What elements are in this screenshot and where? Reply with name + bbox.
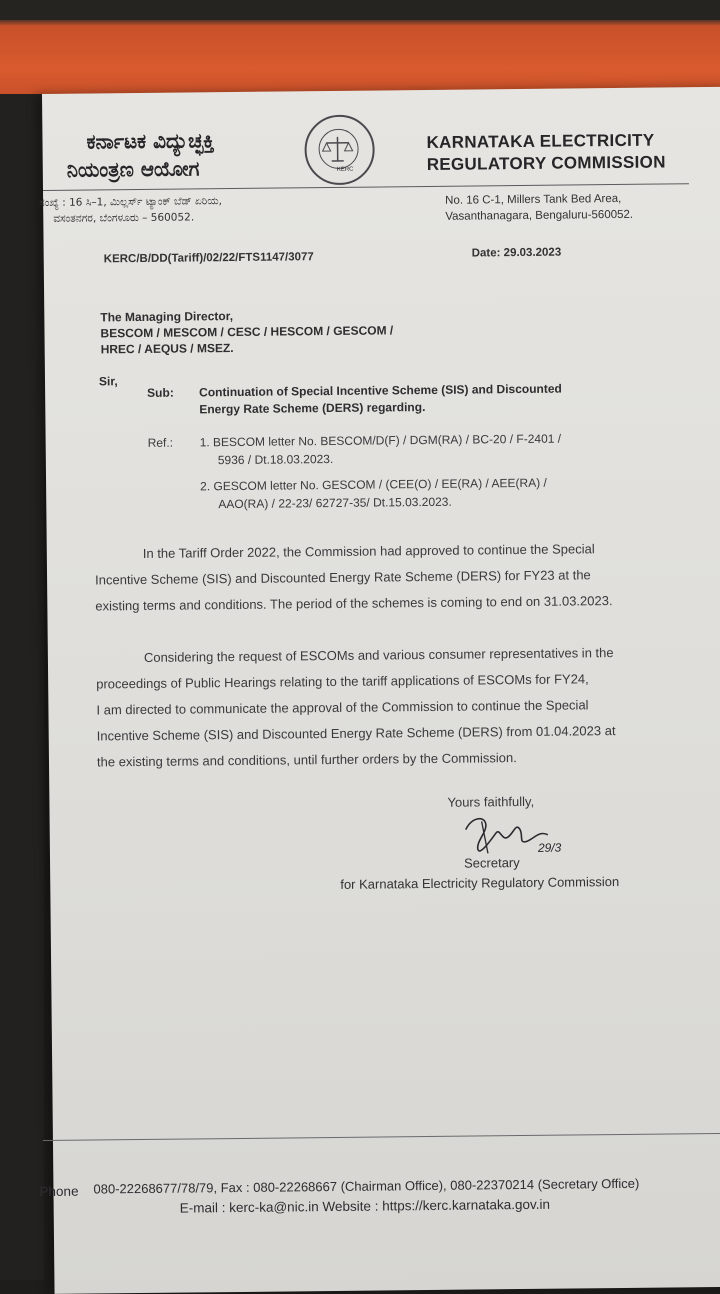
english-address-line2: Vasanthanagara, Bengaluru-560052. — [445, 208, 633, 225]
subject-label: Sub: — [147, 385, 174, 402]
background-left — [0, 94, 44, 1280]
footer-email-website: E-mail : kerc-ka@nic.in Website : https://kerc.karnataka.gov.in — [180, 1197, 550, 1216]
letter-date: Date: 29.03.2023 — [472, 247, 562, 260]
signatory-organization: for Karnataka Electricity Regulatory Commission — [340, 874, 619, 892]
closing: Yours faithfully, — [447, 789, 534, 815]
english-address-line1: No. 16 C-1, Millers Tank Bed Area, — [445, 192, 621, 209]
addressee-line1: The Managing Director, — [100, 308, 233, 325]
kannada-address-line1: ಸಂಖ್ಯೆ : 16 ಸಿ–1, ಮಿಲ್ಲರ್ಸ್ ಟ್ಯಾಂಕ್ ಬೆಡ್ ಏರಿಯ, — [39, 194, 222, 211]
addressee-line2: BESCOM / MESCOM / CESC / HESCOM / GESCOM / — [100, 322, 393, 341]
letterhead-rule — [43, 183, 689, 191]
references-label: Ref.: — [148, 435, 174, 452]
paragraph1-line2: Incentive Scheme (SIS) and Discounted Energy Rate Scheme (DERS) for FY23 at the — [95, 562, 591, 592]
letterhead-kannada-line1: ಕರ್ನಾಟಕ ವಿದ್ಯುಚ್ಛಕ್ತಿ — [86, 128, 214, 153]
paragraph2-line3: I am directed to communicate the approval of the Commission to continue the Special — [96, 692, 588, 722]
paragraph2-line4: Incentive Scheme (SIS) and Discounted Energy Rate Scheme (DERS) from 01.04.2023 at — [97, 718, 616, 748]
footer-rule — [43, 1133, 720, 1141]
letterhead-english-line2: REGULATORY COMMISSION — [427, 151, 666, 176]
addressee-line3: HREC / AEQUS / MSEZ. — [101, 340, 234, 357]
reference-number: KERC/B/DD(Tariff)/02/22/FTS1147/3077 — [104, 251, 314, 265]
kannada-address-line2: ವಸಂತನಗರ, ಬೆಂಗಳೂರು – 560052. — [53, 210, 194, 226]
paragraph2-line1: Considering the request of ESCOMs and various consumer representatives in the — [144, 640, 614, 670]
reference1-line2: 5936 / Dt.18.03.2023. — [218, 451, 334, 469]
letter-page — [42, 87, 720, 1294]
reference2-line1: 2. GESCOM letter No. GESCOM / (CEE(O) / EE(RA) / AEE(RA) / — [200, 475, 547, 496]
reference2-line2: AAO(RA) / 22-23/ 62727-35/ Dt.15.03.2023. — [218, 494, 452, 513]
paragraph1-line3: existing terms and conditions. The period of the schemes is coming to end on 31.03.2023. — [95, 588, 612, 618]
subject-line2: Energy Rate Scheme (DERS) regarding. — [199, 399, 425, 418]
signature-date: 29/3 — [538, 841, 562, 855]
salutation: Sir, — [99, 373, 118, 389]
footer-phone-label: Phone — [39, 1184, 78, 1199]
paragraph1-line1: In the Tariff Order 2022, the Commission had approved to continue the Special — [143, 536, 595, 566]
signatory-title: Secretary — [464, 855, 520, 871]
letterhead-english-line1: KARNATAKA ELECTRICITY — [426, 130, 654, 154]
reference1-line1: 1. BESCOM letter No. BESCOM/D(F) / DGM(RA) / BC-20 / F-2401 / — [200, 431, 562, 452]
letterhead-kannada-line2: ನಿಯಂತ್ರಣ ಆಯೋಗ — [67, 156, 200, 181]
paragraph2-line5: the existing terms and conditions, until further orders by the Commission. — [97, 745, 517, 774]
paragraph2-line2: proceedings of Public Hearings relating to the tariff applications of ESCOMs for FY24, — [96, 666, 589, 696]
background-stripe — [0, 0, 720, 20]
subject-line1: Continuation of Special Incentive Scheme (SIS) and Discounted — [199, 381, 562, 402]
footer-phone-line: 080-22268677/78/79, Fax : 080-22268667 (Chairman Office), 080-22370214 (Secretary Office) — [93, 1176, 639, 1197]
seal-text: KERC — [337, 167, 354, 173]
kerc-seal-icon — [304, 115, 375, 186]
